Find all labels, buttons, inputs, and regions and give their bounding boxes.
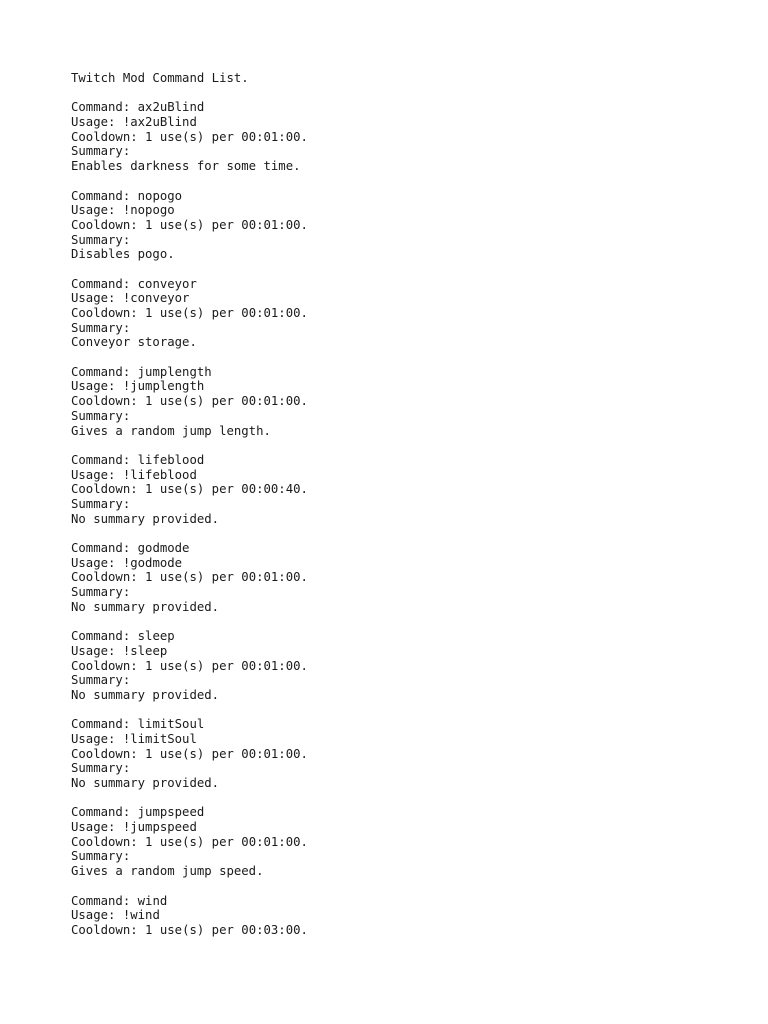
summary-label-line <box>71 849 751 864</box>
usage-label: Usage: <box>71 820 116 835</box>
command-name: wind <box>137 893 168 908</box>
summary-label-line <box>71 144 751 159</box>
usage-label: Usage: <box>71 555 116 570</box>
command-line <box>71 717 751 732</box>
cooldown-value: 1 use(s) per 00:00:40. <box>145 482 308 497</box>
usage-value: !lifeblood <box>122 467 197 482</box>
usage-line <box>71 820 751 835</box>
command-name: jumplength <box>137 364 212 379</box>
usage-line <box>71 732 751 747</box>
command-name: nopogo <box>137 188 183 203</box>
cooldown-label: Cooldown: <box>71 658 138 673</box>
command-line <box>71 100 751 115</box>
command-name: godmode <box>137 541 190 555</box>
command-name: jumpspeed <box>137 805 205 820</box>
cooldown-line <box>71 923 751 938</box>
cooldown-line <box>71 659 751 674</box>
summary-label: Summary: <box>71 761 131 776</box>
cooldown-label: Cooldown: <box>71 129 138 144</box>
command-line <box>71 453 751 468</box>
usage-line <box>71 556 751 571</box>
command-name: sleep <box>137 629 175 644</box>
command-line <box>71 894 751 909</box>
command-line <box>71 189 751 204</box>
cooldown-value: 1 use(s) per 00:01:00. <box>145 129 308 144</box>
cooldown-line <box>71 218 751 233</box>
summary-line <box>71 512 751 527</box>
summary-label-line <box>71 233 751 248</box>
summary-text: Gives a random jump speed. <box>71 864 264 879</box>
summary-label: Summary: <box>71 496 131 511</box>
cooldown-line <box>71 394 751 409</box>
cooldown-line <box>71 306 751 321</box>
cooldown-line <box>71 130 751 145</box>
cooldown-label: Cooldown: <box>71 394 138 409</box>
usage-label: Usage: <box>71 115 116 130</box>
command-entry <box>71 717 751 790</box>
cooldown-label: Cooldown: <box>71 834 138 849</box>
summary-text: No summary provided. <box>71 687 220 702</box>
usage-value: !conveyor <box>122 291 190 306</box>
summary-label-line <box>71 585 751 600</box>
command-line <box>71 365 751 380</box>
command-label: Command: <box>71 188 131 203</box>
cooldown-label: Cooldown: <box>71 570 138 585</box>
cooldown-value: 1 use(s) per 00:01:00. <box>145 746 308 761</box>
usage-label: Usage: <box>71 203 116 218</box>
cooldown-line <box>71 482 751 497</box>
summary-text: Disables pogo. <box>71 247 175 262</box>
command-name: ax2uBlind <box>137 100 205 115</box>
command-entry <box>71 629 751 702</box>
summary-line <box>71 424 751 439</box>
usage-line <box>71 203 751 218</box>
usage-value: !godmode <box>122 555 183 570</box>
command-label: Command: <box>71 276 131 291</box>
command-name: limitSoul <box>137 717 205 732</box>
usage-value: !wind <box>122 908 160 923</box>
cooldown-label: Cooldown: <box>71 746 138 761</box>
summary-text: No summary provided. <box>71 599 220 614</box>
command-label: Command: <box>71 541 131 555</box>
cooldown-value: 1 use(s) per 00:01:00. <box>145 658 308 673</box>
usage-line <box>71 115 751 130</box>
cooldown-label: Cooldown: <box>71 482 138 497</box>
cooldown-label: Cooldown: <box>71 306 138 320</box>
document-page <box>71 71 751 952</box>
summary-text: Enables darkness for some time. <box>71 159 301 174</box>
command-entry <box>71 365 751 438</box>
command-line <box>71 541 751 556</box>
summary-text: No summary provided. <box>71 511 220 526</box>
cooldown-value: 1 use(s) per 00:01:00. <box>145 834 308 849</box>
command-label: Command: <box>71 805 131 820</box>
summary-line <box>71 600 751 615</box>
command-label: Command: <box>71 452 131 467</box>
cooldown-line <box>71 747 751 762</box>
blank-line <box>71 86 751 101</box>
usage-value: !sleep <box>122 643 168 658</box>
usage-label: Usage: <box>71 731 116 746</box>
command-entry <box>71 189 751 262</box>
cooldown-value: 1 use(s) per 00:01:00. <box>145 394 308 409</box>
command-entry <box>71 805 751 878</box>
cooldown-label: Cooldown: <box>71 922 138 937</box>
summary-text: No summary provided. <box>71 776 220 790</box>
command-label: Command: <box>71 629 131 644</box>
summary-label: Summary: <box>71 849 131 864</box>
command-line <box>71 805 751 820</box>
summary-label: Summary: <box>71 408 131 423</box>
command-name: conveyor <box>137 276 197 291</box>
summary-line <box>71 247 751 262</box>
summary-line <box>71 159 751 174</box>
command-line <box>71 629 751 644</box>
usage-value: !ax2uBlind <box>122 115 197 130</box>
usage-line <box>71 291 751 306</box>
summary-label: Summary: <box>71 585 131 600</box>
summary-text: Gives a random jump length. <box>71 423 271 438</box>
summary-label: Summary: <box>71 232 131 247</box>
summary-line <box>71 776 751 791</box>
usage-line <box>71 379 751 394</box>
summary-label: Summary: <box>71 673 131 688</box>
command-entry <box>71 453 751 526</box>
command-list <box>71 100 751 937</box>
usage-line <box>71 908 751 923</box>
summary-label-line <box>71 321 751 336</box>
cooldown-value: 1 use(s) per 00:01:00. <box>145 570 308 585</box>
command-label: Command: <box>71 364 131 379</box>
summary-label-line <box>71 761 751 776</box>
usage-line <box>71 644 751 659</box>
summary-line <box>71 688 751 703</box>
command-label: Command: <box>71 717 131 732</box>
cooldown-value: 1 use(s) per 00:01:00. <box>145 217 308 232</box>
command-entry <box>71 100 751 173</box>
cooldown-label: Cooldown: <box>71 217 138 232</box>
summary-line <box>71 335 751 350</box>
summary-text: Conveyor storage. <box>71 335 197 350</box>
summary-label-line <box>71 409 751 424</box>
usage-line <box>71 468 751 483</box>
usage-value: !jumpspeed <box>122 820 197 835</box>
summary-label: Summary: <box>71 144 131 159</box>
usage-label: Usage: <box>71 291 116 306</box>
usage-label: Usage: <box>71 908 116 923</box>
usage-label: Usage: <box>71 467 116 482</box>
command-name: lifeblood <box>137 452 205 467</box>
cooldown-line <box>71 835 751 850</box>
summary-label-line <box>71 497 751 512</box>
cooldown-value: 1 use(s) per 00:01:00. <box>145 306 308 320</box>
usage-value: !nopogo <box>122 203 175 218</box>
command-entry <box>71 541 751 614</box>
usage-value: !jumplength <box>122 379 205 394</box>
command-label: Command: <box>71 893 131 908</box>
summary-line <box>71 864 751 879</box>
document-title: Twitch Mod Command List. <box>71 71 249 85</box>
command-label: Command: <box>71 100 131 115</box>
command-entry <box>71 894 751 938</box>
usage-label: Usage: <box>71 643 116 658</box>
usage-label: Usage: <box>71 379 116 394</box>
summary-label-line <box>71 673 751 688</box>
command-entry <box>71 277 751 350</box>
cooldown-line <box>71 570 751 585</box>
usage-value: !limitSoul <box>122 731 197 746</box>
summary-label: Summary: <box>71 320 131 335</box>
command-line <box>71 277 751 292</box>
cooldown-value: 1 use(s) per 00:03:00. <box>145 922 308 937</box>
